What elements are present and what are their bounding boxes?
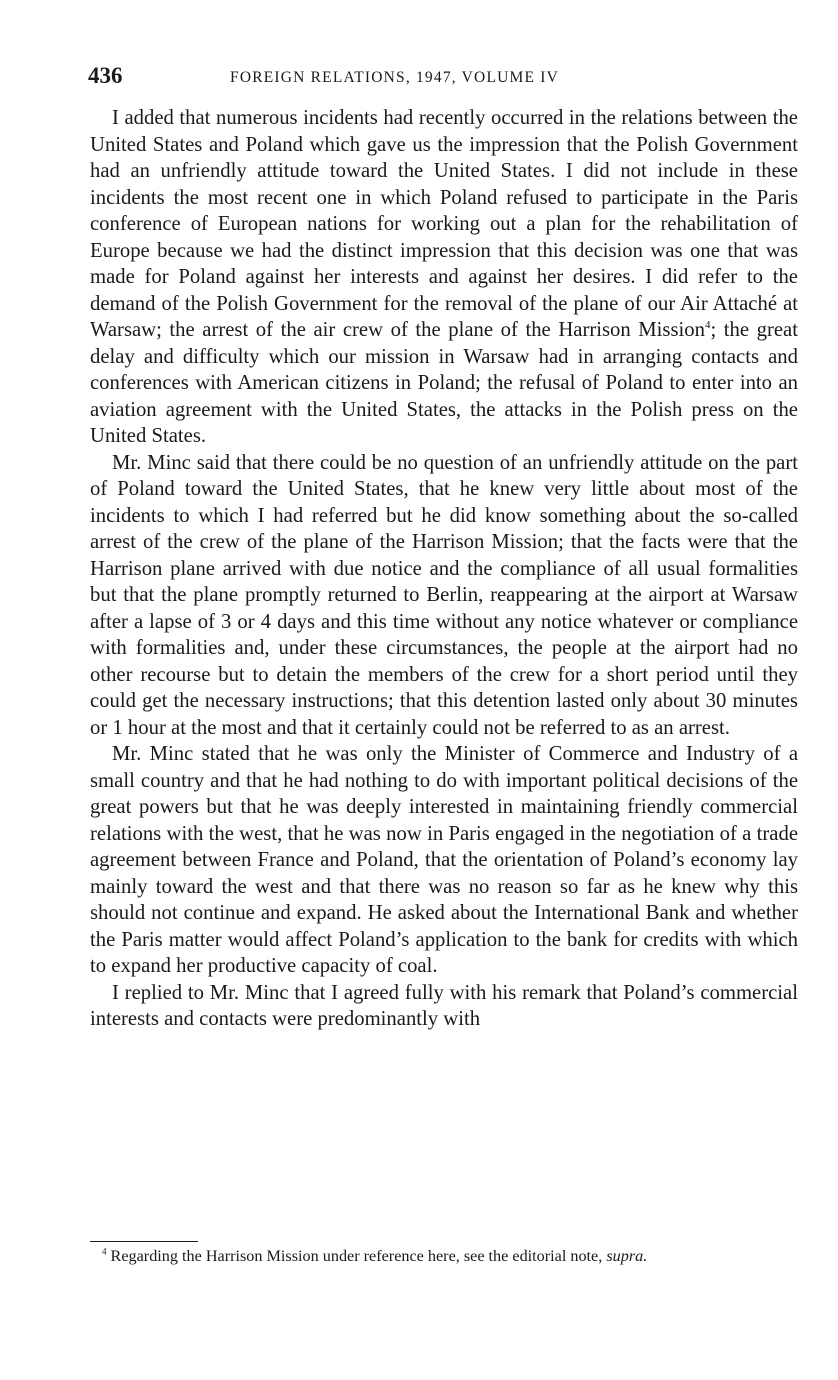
footnote-divider	[90, 1241, 198, 1242]
footnote-text: Regarding the Harrison Mission under reference here, see the editorial note,	[110, 1247, 603, 1265]
page-header	[88, 63, 800, 93]
paragraph-1-text-b: ; the great delay and difficulty which our mission in Warsaw had in arranging contacts and conferences with American citizens in Poland; the refusal of Poland to enter into an aviation agreement with the United States, the attacks in the Polish press on the United States.	[90, 319, 798, 447]
paragraph-3: Mr. Minc stated that he was only the Minister of Commerce and Industry of a small country and that he had nothing to do with important political decisions of the great powers but that he was deeply interested in maintaining friendly commercial relations with the west, that he was now in Paris engaged in the negotiation of a trade agreement between France and Poland, that the orientation of Poland’s economy lay mainly toward the west and that there was no reason so far as he knew why this should not continue and expand. He asked about the International Bank and whether the Paris matter would affect Poland’s application to the bank for credits with which to expand her productive capacity of coal.	[90, 743, 798, 977]
footnote-italic-text: supra.	[606, 1247, 648, 1265]
page-number: 436	[88, 63, 123, 88]
paragraph-1-text-a: I added that numerous incidents had recently occurred in the relations between the United States and Poland which gave us the impression that the Polish Government had an unfriendly attitude toward the United States. I did not include in these incidents the most recent one in which Poland refused to participate in the Paris conference of European nations for working out a plan for the rehabilitation of Europe because we had the distinct impression that this decision was one that was made for Poland against her interests and against her desires. I did refer to the demand of the Polish Government for the removal of the plane of our Air Attaché at Warsaw; the arrest of the air crew of the plane of the Harrison Mission	[90, 107, 798, 341]
paragraph-2: Mr. Minc said that there could be no question of an unfriendly attitude on the part of Poland toward the United States, that he knew very little about most of the incidents to which I had referred but he did know something about the so-called arrest of the crew of the plane of the Harrison Mission; that the facts were that the Harrison plane arrived with due notice and the compliance of all usual formalities but that the plane promptly returned to Berlin, reappearing at the airport at Warsaw after a lapse of 3 or 4 days and this time without any notice whatever or compliance with formalities and, under these circumstances, the people at the airport had no other recourse but to detain the members of the crew for a short period until they could get the necessary instructions; that this detention lasted only about 30 minutes or 1 hour at the most and that it certainly could not be referred to as an arrest.	[90, 451, 798, 739]
footnote	[90, 1246, 798, 1267]
paragraph-1	[90, 105, 798, 450]
body-text	[90, 105, 798, 1033]
footnote-mark: 4	[102, 1246, 107, 1257]
running-head: FOREIGN RELATIONS, 1947, VOLUME IV	[230, 69, 559, 86]
paragraph-4: I replied to Mr. Minc that I agreed fully with his remark that Poland’s commercial interests and contacts were predominantly with	[90, 981, 798, 1030]
footnote-reference: 4	[704, 319, 711, 332]
